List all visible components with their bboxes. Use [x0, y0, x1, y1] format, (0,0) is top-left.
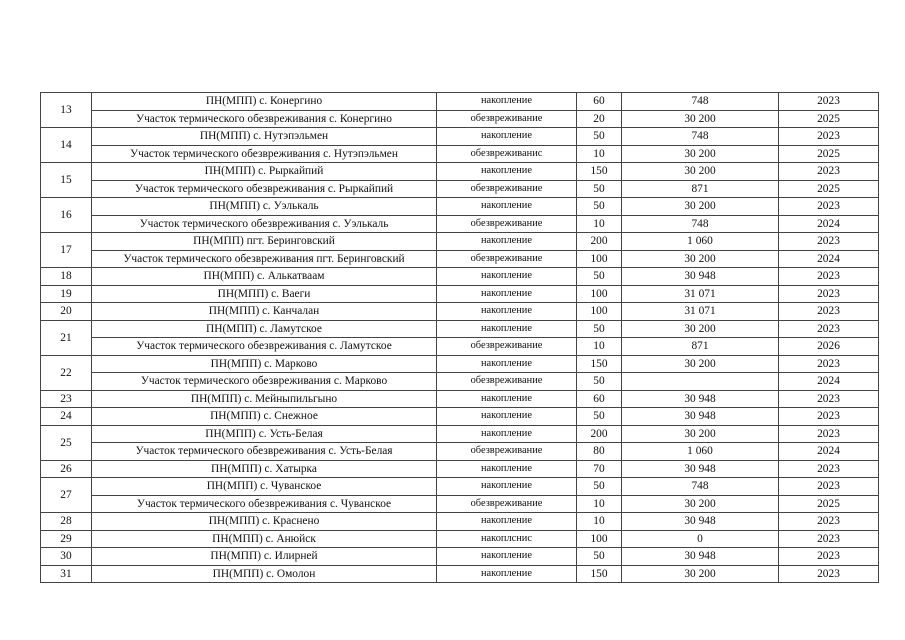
facilities-table-body: [41, 93, 879, 583]
year-cell: 2024: [779, 250, 879, 268]
row-number-cell: 20: [41, 303, 92, 321]
facility-name-cell: Участок термического обезвреживания с. Ламутское: [92, 338, 437, 356]
value-cell: 748: [622, 478, 779, 496]
facilities-table: [40, 92, 879, 583]
operation-type-cell: накопление: [437, 198, 577, 216]
year-cell: 2023: [779, 163, 879, 181]
table-row: [41, 128, 879, 146]
row-number-cell: 22: [41, 355, 92, 390]
table-row: [41, 198, 879, 216]
year-cell: 2024: [779, 443, 879, 461]
row-number-cell: 13: [41, 93, 92, 128]
operation-type-cell: обезвреживание: [437, 338, 577, 356]
row-number-cell: 19: [41, 285, 92, 303]
row-number-cell: 15: [41, 163, 92, 198]
quantity-cell: 20: [577, 110, 622, 128]
year-cell: 2024: [779, 373, 879, 391]
year-cell: 2023: [779, 233, 879, 251]
operation-type-cell: накопление: [437, 408, 577, 426]
facility-name-cell: ПН(МПП) с. Краснено: [92, 513, 437, 531]
quantity-cell: 50: [577, 478, 622, 496]
quantity-cell: 10: [577, 495, 622, 513]
quantity-cell: 50: [577, 373, 622, 391]
quantity-cell: 70: [577, 460, 622, 478]
quantity-cell: 50: [577, 408, 622, 426]
facility-name-cell: ПН(МПП) с. Марково: [92, 355, 437, 373]
operation-type-cell: накопление: [437, 478, 577, 496]
value-cell: 1 060: [622, 233, 779, 251]
operation-type-cell: накопление: [437, 548, 577, 566]
table-row: [41, 355, 879, 373]
table-row: [41, 250, 879, 268]
quantity-cell: 50: [577, 128, 622, 146]
facility-name-cell: ПН(МПП) с. Канчалан: [92, 303, 437, 321]
value-cell: 1 060: [622, 443, 779, 461]
year-cell: 2026: [779, 338, 879, 356]
year-cell: 2023: [779, 530, 879, 548]
operation-type-cell: накопление: [437, 390, 577, 408]
value-cell: 30 200: [622, 163, 779, 181]
operation-type-cell: накопление: [437, 233, 577, 251]
quantity-cell: 150: [577, 163, 622, 181]
table-row: [41, 513, 879, 531]
value-cell: 30 200: [622, 425, 779, 443]
row-number-cell: 27: [41, 478, 92, 513]
facility-name-cell: Участок термического обезвреживания с. Чуванское: [92, 495, 437, 513]
row-number-cell: 21: [41, 320, 92, 355]
quantity-cell: 10: [577, 338, 622, 356]
quantity-cell: 150: [577, 565, 622, 583]
facility-name-cell: Участок термического обезвреживания пгт. Беринговский: [92, 250, 437, 268]
operation-type-cell: накопление: [437, 355, 577, 373]
year-cell: 2025: [779, 145, 879, 163]
operation-type-cell: накоплснис: [437, 530, 577, 548]
table-row: [41, 303, 879, 321]
value-cell: 30 948: [622, 268, 779, 286]
facility-name-cell: Участок термического обезвреживания с. Нутэпэльмен: [92, 145, 437, 163]
operation-type-cell: накопление: [437, 425, 577, 443]
operation-type-cell: накопление: [437, 460, 577, 478]
operation-type-cell: накопление: [437, 565, 577, 583]
year-cell: 2023: [779, 268, 879, 286]
facility-name-cell: ПН(МПП) с. Рыркайпий: [92, 163, 437, 181]
operation-type-cell: накопление: [437, 268, 577, 286]
year-cell: 2025: [779, 180, 879, 198]
quantity-cell: 50: [577, 320, 622, 338]
facility-name-cell: ПН(МПП) с. Конергино: [92, 93, 437, 111]
row-number-cell: 23: [41, 390, 92, 408]
value-cell: 30 200: [622, 495, 779, 513]
year-cell: 2025: [779, 110, 879, 128]
facility-name-cell: ПН(МПП) с. Нутэпэльмен: [92, 128, 437, 146]
year-cell: 2023: [779, 390, 879, 408]
quantity-cell: 10: [577, 145, 622, 163]
table-row: [41, 110, 879, 128]
value-cell: 748: [622, 93, 779, 111]
table-row: [41, 495, 879, 513]
value-cell: 748: [622, 215, 779, 233]
year-cell: 2023: [779, 513, 879, 531]
row-number-cell: 29: [41, 530, 92, 548]
facility-name-cell: Участок термического обезвреживания с. Уэлькаль: [92, 215, 437, 233]
year-cell: 2025: [779, 495, 879, 513]
row-number-cell: 28: [41, 513, 92, 531]
year-cell: 2023: [779, 408, 879, 426]
quantity-cell: 50: [577, 180, 622, 198]
table-row: [41, 215, 879, 233]
quantity-cell: 100: [577, 530, 622, 548]
value-cell: 30 200: [622, 355, 779, 373]
value-cell: 0: [622, 530, 779, 548]
quantity-cell: 200: [577, 425, 622, 443]
quantity-cell: 80: [577, 443, 622, 461]
facility-name-cell: ПН(МПП) пгт. Беринговский: [92, 233, 437, 251]
facility-name-cell: ПН(МПП) с. Чуванское: [92, 478, 437, 496]
table-row: [41, 93, 879, 111]
year-cell: 2023: [779, 320, 879, 338]
quantity-cell: 100: [577, 303, 622, 321]
value-cell: 30 200: [622, 250, 779, 268]
table-row: [41, 233, 879, 251]
value-cell: 871: [622, 180, 779, 198]
operation-type-cell: обезвреживание: [437, 215, 577, 233]
table-row: [41, 478, 879, 496]
year-cell: 2023: [779, 460, 879, 478]
operation-type-cell: накопление: [437, 513, 577, 531]
year-cell: 2023: [779, 565, 879, 583]
year-cell: 2023: [779, 355, 879, 373]
year-cell: 2023: [779, 128, 879, 146]
operation-type-cell: обезвреживанис: [437, 145, 577, 163]
value-cell: 30 948: [622, 460, 779, 478]
value-cell: 30 200: [622, 198, 779, 216]
quantity-cell: 50: [577, 198, 622, 216]
year-cell: 2023: [779, 548, 879, 566]
operation-type-cell: накопление: [437, 93, 577, 111]
row-number-cell: 18: [41, 268, 92, 286]
quantity-cell: 60: [577, 93, 622, 111]
table-row: [41, 460, 879, 478]
year-cell: 2023: [779, 425, 879, 443]
table-row: [41, 163, 879, 181]
table-row: [41, 530, 879, 548]
row-number-cell: 31: [41, 565, 92, 583]
table-row: [41, 373, 879, 391]
row-number-cell: 17: [41, 233, 92, 268]
value-cell: 31 071: [622, 303, 779, 321]
quantity-cell: 50: [577, 548, 622, 566]
value-cell: 30 200: [622, 320, 779, 338]
row-number-cell: 14: [41, 128, 92, 163]
row-number-cell: 24: [41, 408, 92, 426]
quantity-cell: 50: [577, 268, 622, 286]
table-row: [41, 268, 879, 286]
facility-name-cell: ПН(МПП) с. Уэлькаль: [92, 198, 437, 216]
operation-type-cell: накопление: [437, 320, 577, 338]
facility-name-cell: ПН(МПП) с. Мейныпильгыно: [92, 390, 437, 408]
value-cell: 748: [622, 128, 779, 146]
value-cell: 30 948: [622, 390, 779, 408]
table-row: [41, 180, 879, 198]
value-cell: 30 948: [622, 548, 779, 566]
facility-name-cell: ПН(МПП) с. Ваеги: [92, 285, 437, 303]
table-row: [41, 443, 879, 461]
row-number-cell: 26: [41, 460, 92, 478]
table-row: [41, 390, 879, 408]
row-number-cell: 16: [41, 198, 92, 233]
year-cell: 2023: [779, 478, 879, 496]
facility-name-cell: ПН(МПП) с. Алькатваам: [92, 268, 437, 286]
value-cell: 30 948: [622, 408, 779, 426]
facility-name-cell: ПН(МПП) с. Хатырка: [92, 460, 437, 478]
quantity-cell: 10: [577, 513, 622, 531]
operation-type-cell: обезвреживание: [437, 443, 577, 461]
quantity-cell: 150: [577, 355, 622, 373]
value-cell: 30 200: [622, 565, 779, 583]
facility-name-cell: ПН(МПП) с. Усть-Белая: [92, 425, 437, 443]
table-row: [41, 285, 879, 303]
operation-type-cell: обезвреживание: [437, 250, 577, 268]
facility-name-cell: Участок термического обезвреживания с. Марково: [92, 373, 437, 391]
facility-name-cell: ПН(МПП) с. Омолон: [92, 565, 437, 583]
table-row: [41, 145, 879, 163]
operation-type-cell: накопление: [437, 303, 577, 321]
table-row: [41, 338, 879, 356]
year-cell: 2023: [779, 93, 879, 111]
facility-name-cell: ПН(МПП) с. Снежное: [92, 408, 437, 426]
operation-type-cell: обезвреживание: [437, 180, 577, 198]
quantity-cell: 10: [577, 215, 622, 233]
operation-type-cell: накопление: [437, 163, 577, 181]
facility-name-cell: Участок термического обезвреживания с. Рыркайпий: [92, 180, 437, 198]
value-cell: 30 200: [622, 145, 779, 163]
quantity-cell: 100: [577, 285, 622, 303]
facility-name-cell: ПН(МПП) с. Ламутское: [92, 320, 437, 338]
table-row: [41, 565, 879, 583]
table-row: [41, 408, 879, 426]
year-cell: 2023: [779, 303, 879, 321]
year-cell: 2023: [779, 198, 879, 216]
value-cell: 30 200: [622, 110, 779, 128]
operation-type-cell: накопление: [437, 285, 577, 303]
value-cell: 31 071: [622, 285, 779, 303]
value-cell: 30 948: [622, 513, 779, 531]
table-row: [41, 425, 879, 443]
facility-name-cell: ПН(МПП) с. Анюйск: [92, 530, 437, 548]
facility-name-cell: ПН(МПП) с. Илирней: [92, 548, 437, 566]
quantity-cell: 100: [577, 250, 622, 268]
row-number-cell: 25: [41, 425, 92, 460]
operation-type-cell: обезвреживание: [437, 373, 577, 391]
operation-type-cell: обезвреживание: [437, 495, 577, 513]
quantity-cell: 200: [577, 233, 622, 251]
table-row: [41, 548, 879, 566]
facility-name-cell: Участок термического обезвреживания с. Усть-Белая: [92, 443, 437, 461]
value-cell: 871: [622, 338, 779, 356]
table-row: [41, 320, 879, 338]
operation-type-cell: обезвреживание: [437, 110, 577, 128]
quantity-cell: 60: [577, 390, 622, 408]
year-cell: 2024: [779, 215, 879, 233]
operation-type-cell: накопление: [437, 128, 577, 146]
row-number-cell: 30: [41, 548, 92, 566]
year-cell: 2023: [779, 285, 879, 303]
value-cell: [622, 373, 779, 391]
facility-name-cell: Участок термического обезвреживания с. Конергино: [92, 110, 437, 128]
